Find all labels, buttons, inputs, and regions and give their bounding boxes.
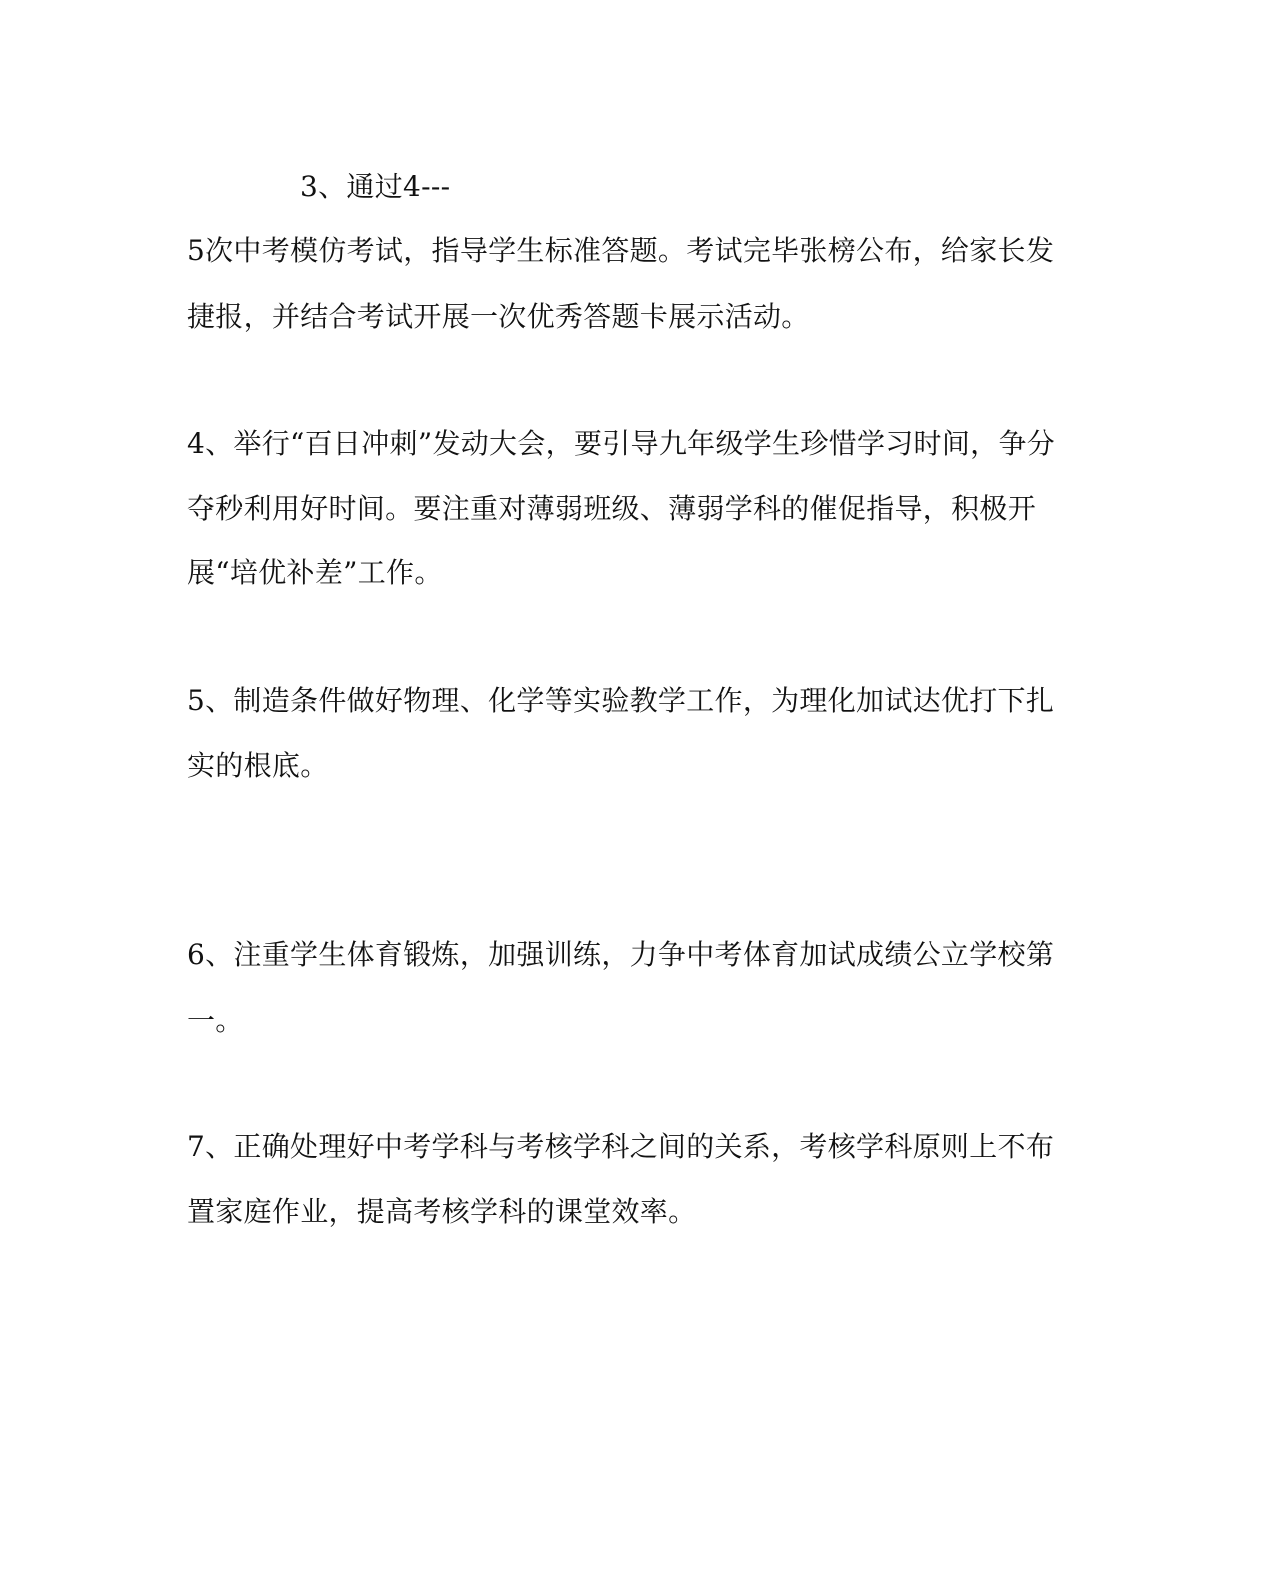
paragraph-6-line-1: 6、注重学生体育锻炼，加强训练，力争中考体育加试成绩公立学校第 — [187, 938, 1055, 971]
paragraph-4-line-1: 4、举行“百日冲刺”发动大会，要引导九年级学生珍惜学习时间，争分 — [187, 427, 1056, 460]
paragraph-4-line-2: 夺秒利用好时间。要注重对薄弱班级、薄弱学科的催促指导，积极开 — [187, 492, 1037, 525]
paragraph-7-line-1: 7、正确处理好中考学科与考核学科之间的关系，考核学科原则上不布 — [187, 1130, 1055, 1163]
paragraph-6-line-2: 一。 — [187, 1004, 244, 1037]
paragraph-7-line-2: 置家庭作业，提高考核学科的课堂效率。 — [187, 1195, 697, 1228]
paragraph-5-line-2: 实的根底。 — [187, 749, 329, 782]
paragraph-3-line-1: 3、通过4--- — [300, 170, 451, 203]
paragraph-3-line-2: 5次中考模仿考试，指导学生标准答题。考试完毕张榜公布，给家长发 — [187, 234, 1055, 267]
paragraph-4-line-3: 展“培优补差”工作。 — [187, 556, 443, 589]
paragraph-5-line-1: 5、制造条件做好物理、化学等实验教学工作，为理化加试达优打下扎 — [187, 684, 1055, 717]
paragraph-3-line-3: 捷报，并结合考试开展一次优秀答题卡展示活动。 — [187, 300, 810, 333]
